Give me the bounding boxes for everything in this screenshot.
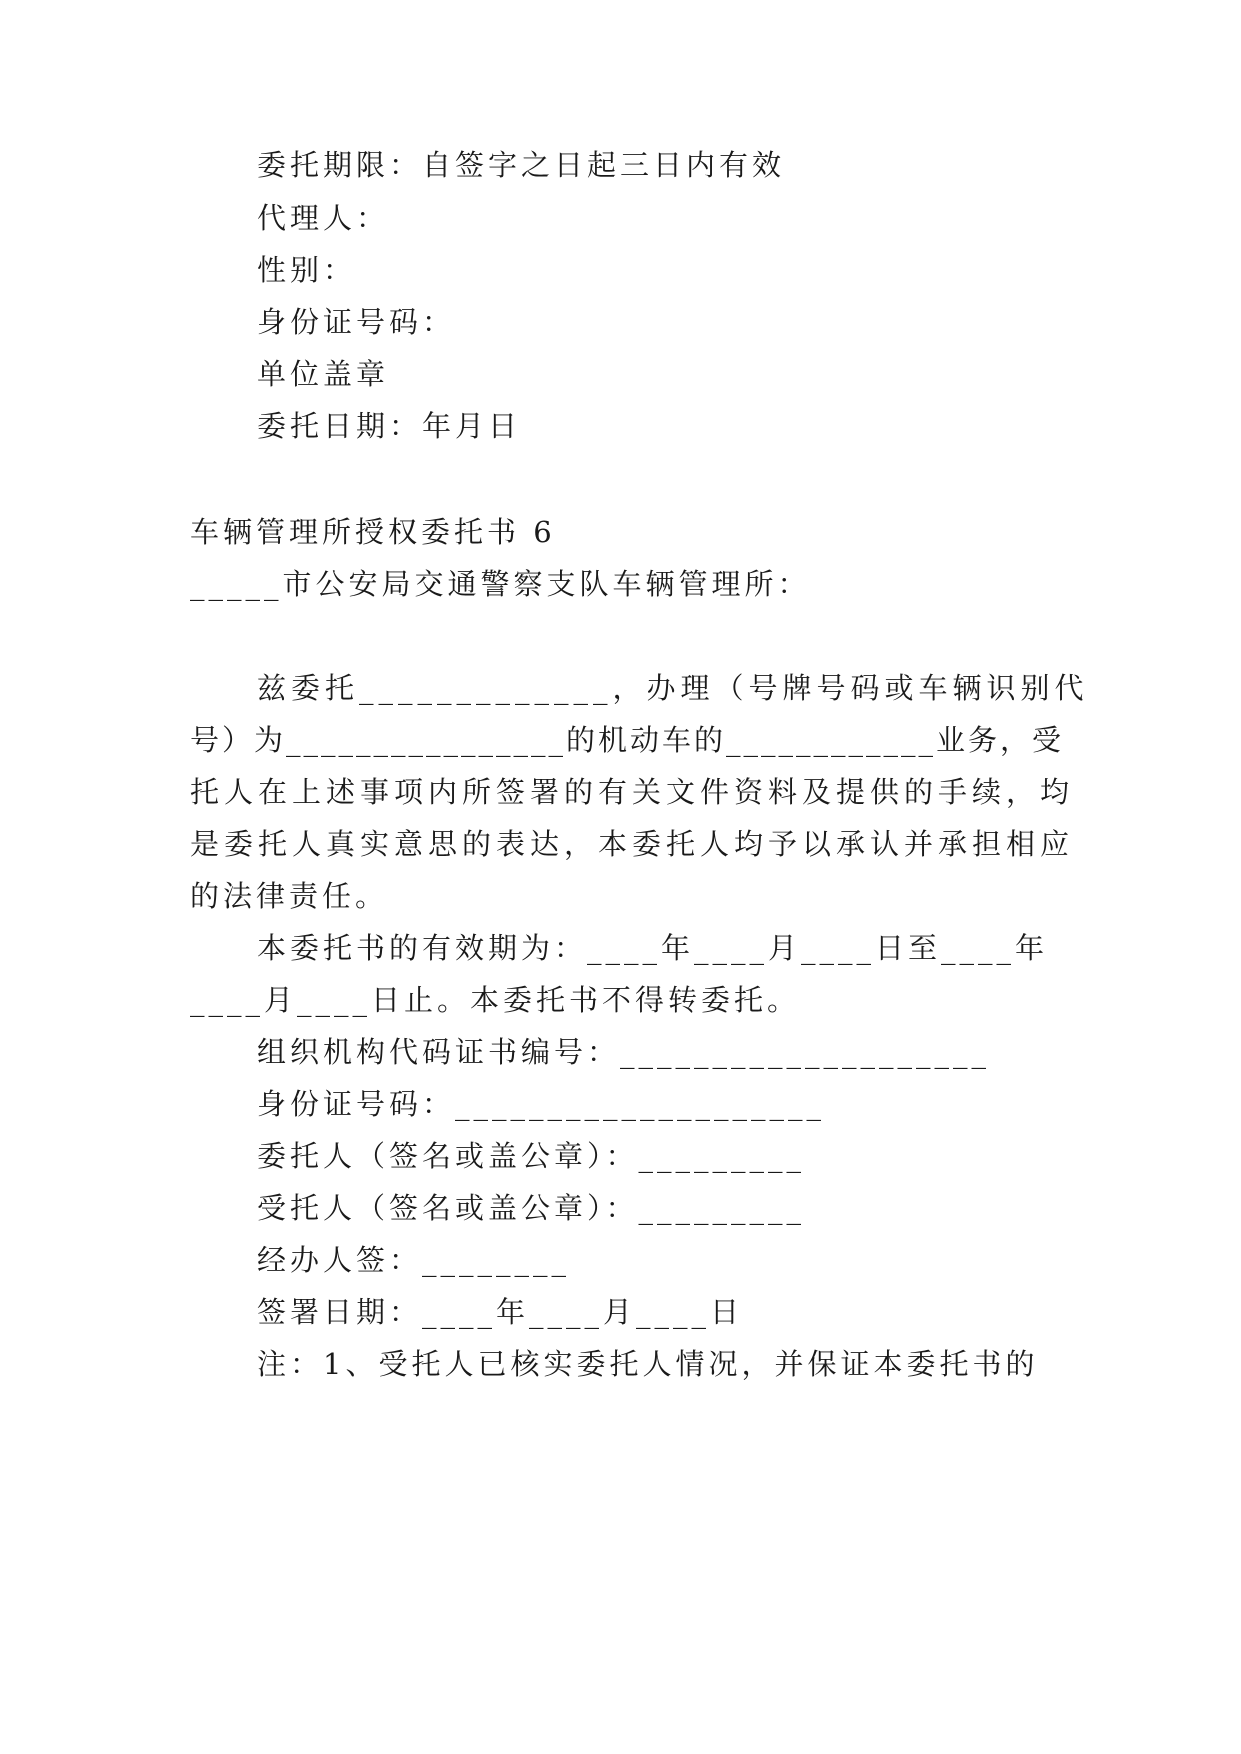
body-line: 兹委托_____________，办理（号牌号码或车辆识别代 bbox=[257, 671, 1089, 705]
validity-line: 本委托书的有效期为：____年____月____日至____年 bbox=[257, 931, 1049, 965]
org-code-field: 组织机构代码证书编号：____________________ bbox=[257, 1035, 991, 1069]
agent-label: 代理人： bbox=[257, 201, 390, 235]
body-line: 是委托人真实意思的表达，本委托人均予以承认并承担相应 bbox=[190, 827, 1075, 861]
note-line: 注：1、受托人已核实委托人情况，并保证本委托书的 bbox=[257, 1347, 1039, 1381]
id-number-field: 身份证号码：____________________ bbox=[257, 1087, 826, 1121]
body-line: 托人在上述事项内所签署的有关文件资料及提供的手续，均 bbox=[190, 775, 1075, 809]
body-line: 号）为________________的机动车的____________业务，受 bbox=[190, 723, 1065, 757]
gender-label: 性别： bbox=[257, 253, 357, 287]
id-number-label: 身份证号码： bbox=[257, 305, 456, 339]
seal-label: 单位盖章 bbox=[257, 357, 390, 391]
validity-line: ____月____日止。本委托书不得转委托。 bbox=[190, 983, 801, 1017]
validity-period: 委托期限：自签字之日起三日内有效 bbox=[257, 148, 786, 182]
body-line: 的法律责任。 bbox=[190, 879, 389, 913]
commission-date: 委托日期：年月日 bbox=[257, 409, 522, 443]
principal-signature-field: 委托人（签名或盖公章）：_________ bbox=[257, 1139, 806, 1173]
handler-signature-field: 经办人签：________ bbox=[257, 1243, 571, 1277]
agent-signature-field: 受托人（签名或盖公章）：_________ bbox=[257, 1191, 806, 1225]
addressee: _____市公安局交通警察支队车辆管理所： bbox=[190, 567, 811, 601]
document-title: 车辆管理所授权委托书 6 bbox=[190, 515, 556, 549]
sign-date-field: 签署日期：____年____月____日 bbox=[257, 1295, 744, 1329]
